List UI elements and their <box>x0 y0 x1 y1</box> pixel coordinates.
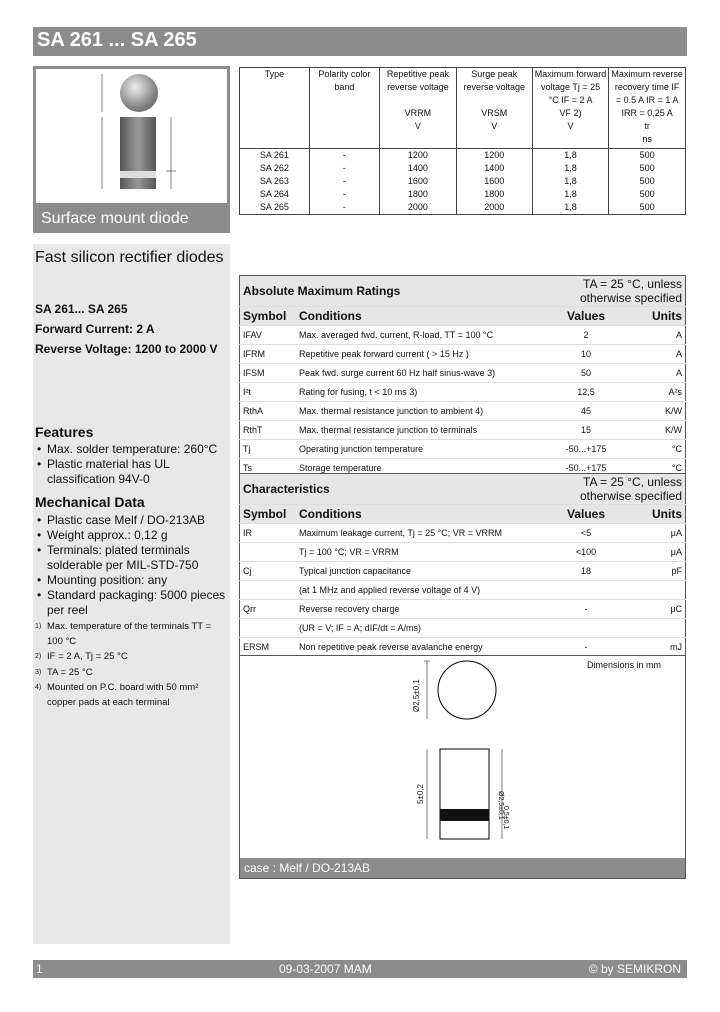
table-row: Qrr Reverse recovery charge - μC <box>240 600 686 619</box>
features-list <box>35 442 229 487</box>
footnote: 2) IF = 2 A, Tj = 25 °C <box>35 651 128 662</box>
ratings-table <box>239 67 686 215</box>
footnote: 1) Max. temperature of the terminals TT = 100 °C <box>35 621 212 647</box>
section-header <box>240 474 686 505</box>
section-title: Characteristics <box>240 474 544 505</box>
table-row: Tj Operating junction temperature -50...+175 °C <box>240 440 686 459</box>
section-conditions: TA = 25 °C, unless otherwise specified <box>543 276 686 307</box>
dim-label: 5±0,2 <box>416 784 425 804</box>
list-item: • Standard packaging: 5000 pieces per reel <box>35 588 229 618</box>
part-range: SA 261... SA 265 <box>35 302 128 316</box>
mech-title: Mechanical Data <box>35 494 145 510</box>
table-row: Ts Storage temperature -50...+175 °C <box>240 459 686 478</box>
table-row: (at 1 MHz and applied reverse voltage of 4 V) <box>240 581 686 600</box>
col-header: Type <box>240 68 310 149</box>
footnote: 3) TA = 25 °C <box>35 667 93 678</box>
footer-copyright: © by SEMIKRON <box>588 962 681 976</box>
image-caption: Surface mount diode <box>41 210 189 227</box>
table-row: ERSM Non repetitive peak reverse avalanche energy - mJ <box>240 638 686 657</box>
table-row: RthT Max. thermal resistance junction to terminals 15 K/W <box>240 421 686 440</box>
dimension-drawing <box>240 656 685 856</box>
table-row: IFAV Max. averaged fwd. current, R-load, TT = 100 °C 2 A <box>240 326 686 345</box>
page-number: 1 <box>36 962 43 976</box>
forward-current: Forward Current: 2 A <box>35 322 155 336</box>
table-row: IFSM Peak fwd. surge current 60 Hz half sinus-wave 3) 50 A <box>240 364 686 383</box>
list-item: • Terminals: plated terminals solderable per MIL-STD-750 <box>35 543 229 573</box>
section-title: Absolute Maximum Ratings <box>240 276 544 307</box>
dimensions-box <box>239 655 686 879</box>
table-row: SA 261 - 1200 1200 1,8 500 <box>240 149 686 163</box>
reverse-voltage: Reverse Voltage: 1200 to 2000 V <box>35 342 218 356</box>
table-row: IFRM Repetitive peak forward current ( > 15 Hz ) 10 A <box>240 345 686 364</box>
characteristics-table <box>239 473 686 676</box>
table-row: (UR = V; IF = A; dIF/dt = A/ms) <box>240 619 686 638</box>
product-heading: Fast silicon rectifier diodes <box>35 249 224 266</box>
table-row: SA 264 - 1800 1800 1,8 500 <box>240 188 686 201</box>
col-header: Polarity color band <box>309 68 379 149</box>
dim-label: 0,5±0,1 <box>502 806 509 830</box>
case-caption: case : Melf / DO-213AB <box>240 858 685 878</box>
column-headers: Symbol Conditions Values Units <box>240 307 686 326</box>
list-item: • Mounting position: any <box>35 573 229 588</box>
table-row: RthA Max. thermal resistance junction to ambient 4) 45 K/W <box>240 402 686 421</box>
column-headers: Symbol Conditions Values Units <box>240 505 686 524</box>
page-title: SA 261 ... SA 265 <box>37 29 197 51</box>
footnote: 4) Mounted on P.C. board with 50 mm² copper pads at each terminal <box>35 682 199 708</box>
table-row: Tj = 100 °C; VR = VRRM <100 μA <box>240 543 686 562</box>
list-item: • Plastic material has UL classification 94V-0 <box>35 457 229 487</box>
section-header <box>240 276 686 307</box>
table-row: Cj Typical junction capacitance 18 pF <box>240 562 686 581</box>
list-item: • Weight approx.: 0,12 g <box>35 528 229 543</box>
dim-label: Ø2,5±0,1 <box>412 679 421 712</box>
col-header: Repetitive peak reverse voltage VRRM V <box>380 68 457 149</box>
table-row: I²t Rating for fusing, t < 10 ms 3) 12,5 A²s <box>240 383 686 402</box>
list-item: • Max. solder temperature: 260°C <box>35 442 229 457</box>
table-row: SA 263 - 1600 1600 1,8 500 <box>240 175 686 188</box>
abs-max-ratings-table <box>239 275 686 478</box>
col-header: Surge peak reverse voltage VRSM V <box>456 68 532 149</box>
col-header: Maximum reverse recovery time IF = 0.5 A IR = 1 A IRR = 0,25 A tr ns <box>609 68 686 149</box>
table-row: SA 262 - 1400 1400 1,8 500 <box>240 162 686 175</box>
footer-date: 09-03-2007 MAM <box>279 962 372 976</box>
footer <box>33 960 687 978</box>
section-conditions: TA = 25 °C, unless otherwise specified <box>543 474 686 505</box>
list-item: • Plastic case Melf / DO-213AB <box>35 513 229 528</box>
table-header-row <box>240 68 686 149</box>
dimensions-label: Dimensions in mm <box>586 660 661 670</box>
product-image-box <box>33 66 230 233</box>
sidebar <box>33 244 230 944</box>
title-bar <box>33 27 687 56</box>
table-row: IR Maximum leakage current, Tj = 25 °C; VR = VRRM <5 μA <box>240 524 686 543</box>
mech-list <box>35 513 229 618</box>
features-title: Features <box>35 424 94 440</box>
diode-drawing <box>36 69 227 203</box>
dim-label: Ø2,5±0,1 <box>497 791 504 820</box>
col-header: Maximum forward voltage Tj = 25 °C IF = 2 A VF 2) V <box>532 68 609 149</box>
table-row: SA 265 - 2000 2000 1,8 500 <box>240 201 686 215</box>
